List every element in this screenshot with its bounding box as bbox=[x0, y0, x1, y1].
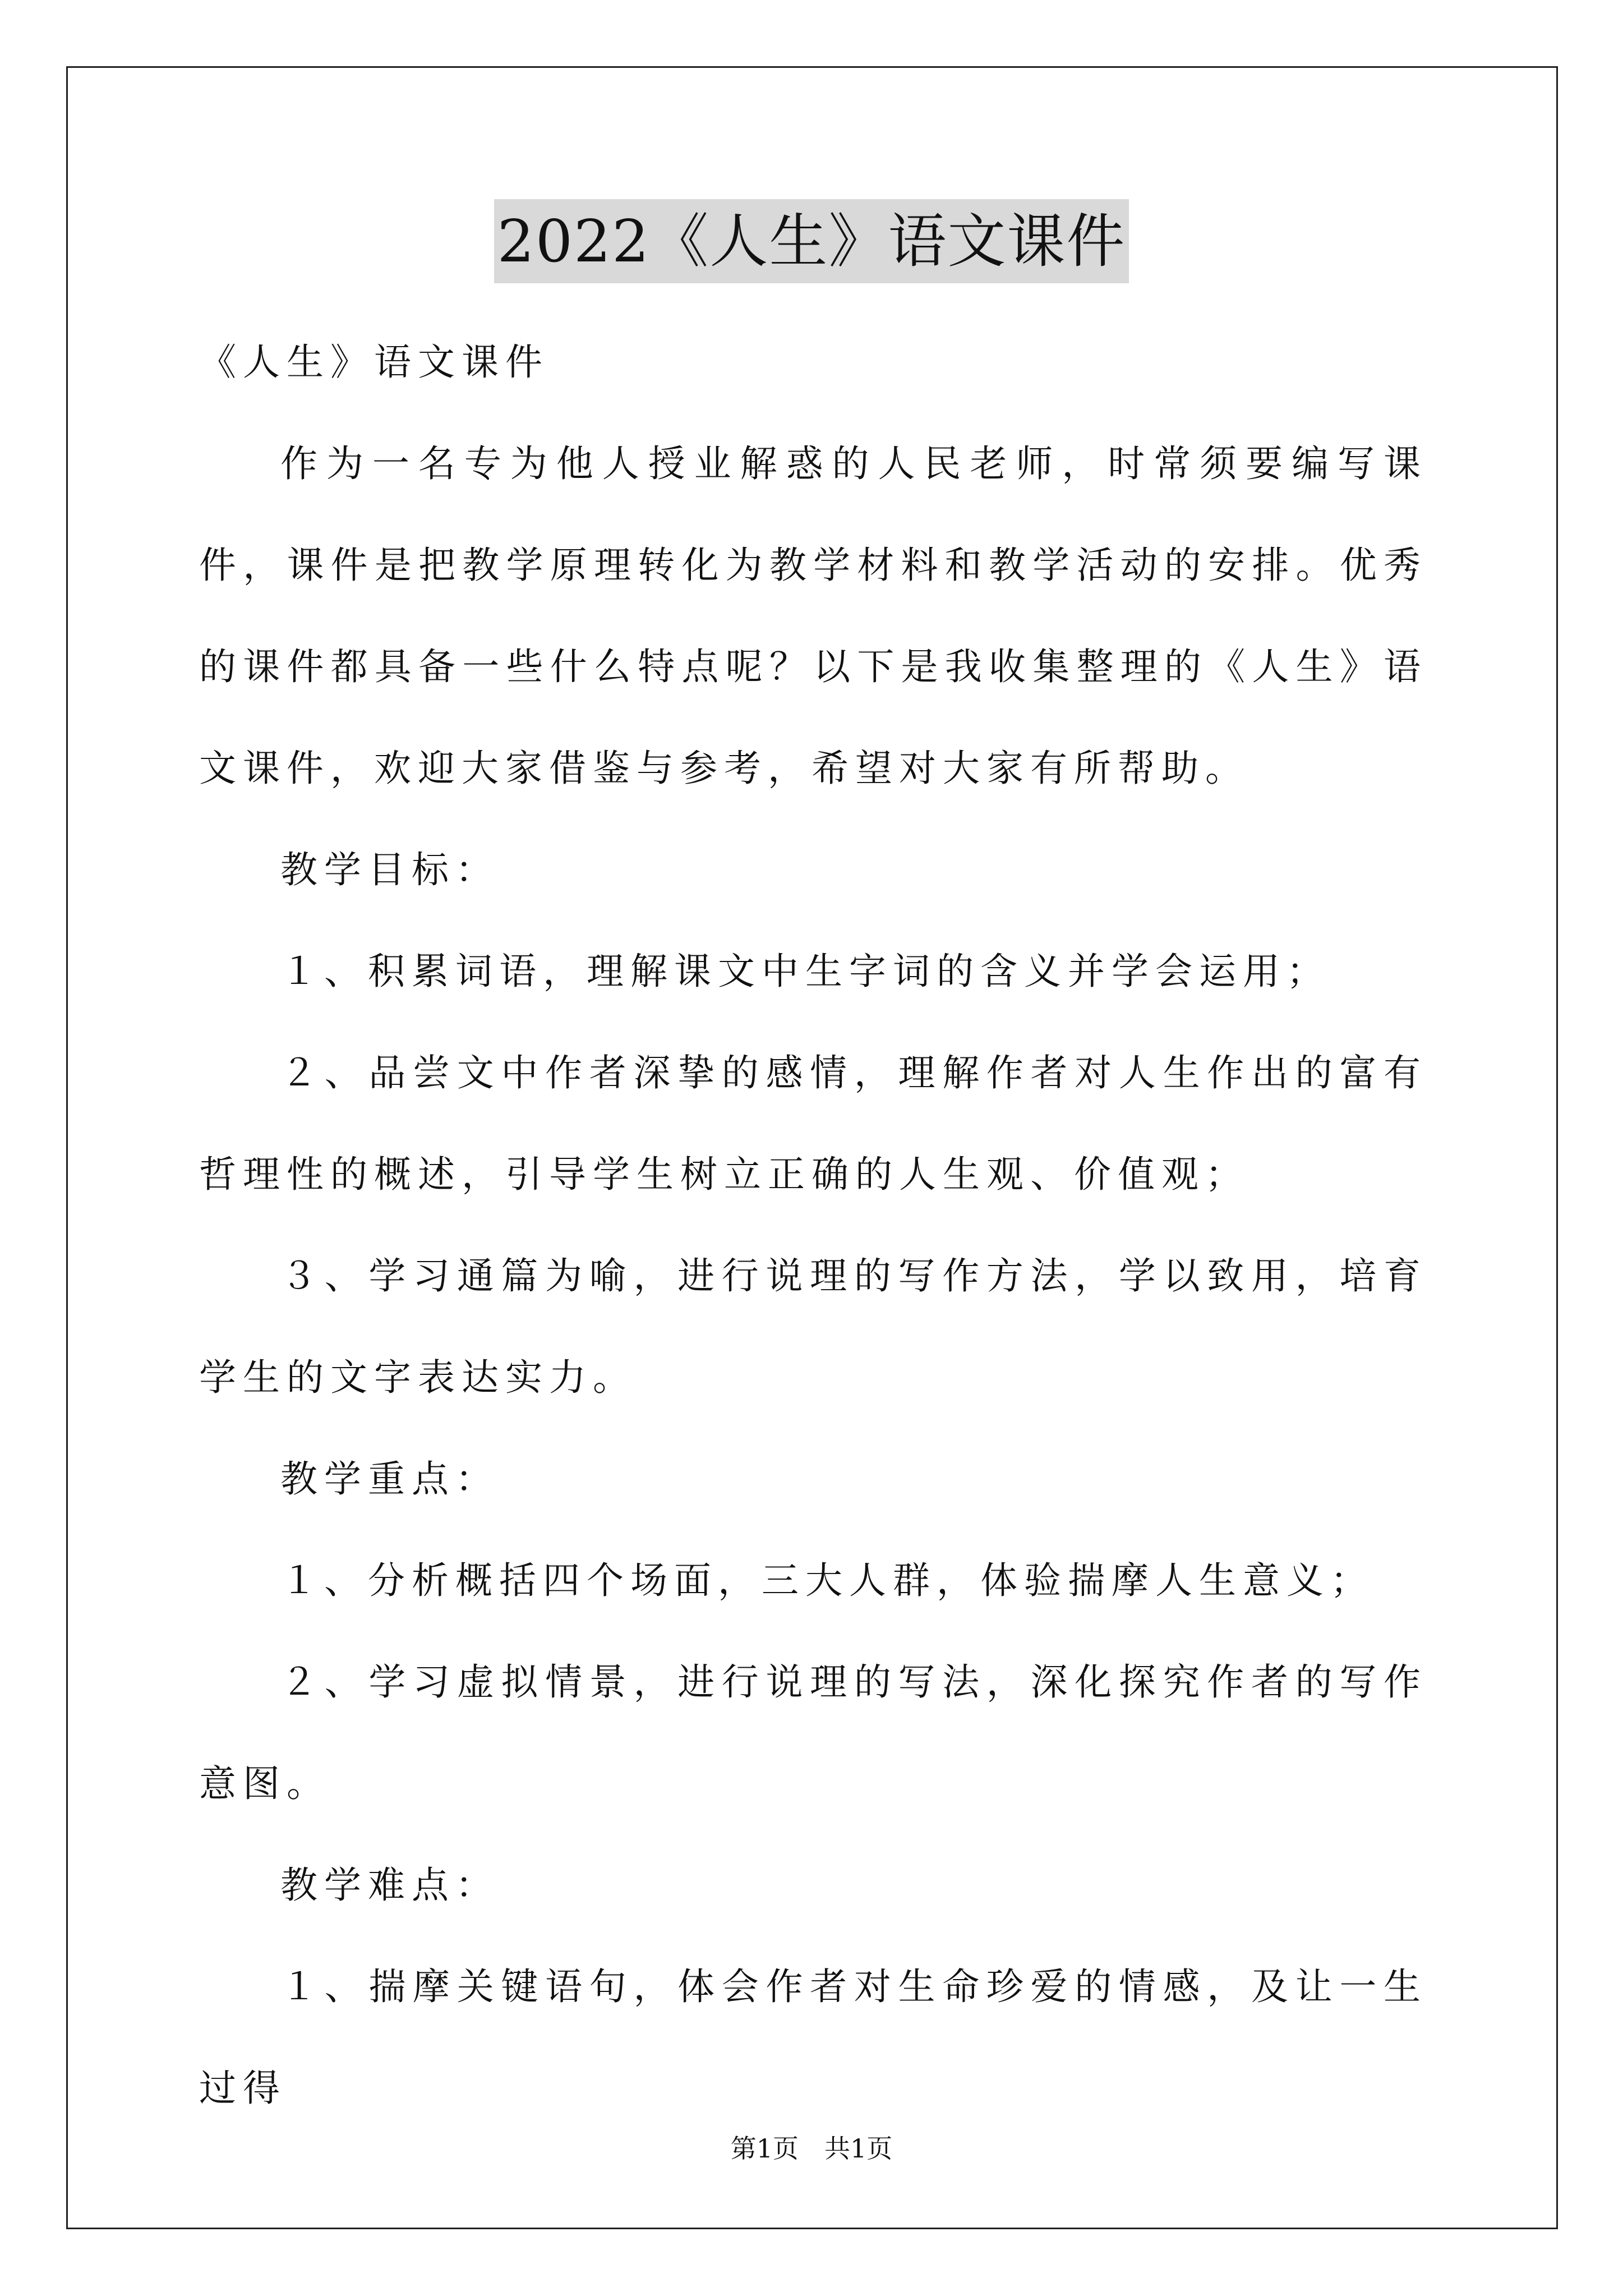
document-title: 2022《人生》语文课件 bbox=[494, 199, 1129, 283]
document-body bbox=[199, 311, 1427, 2139]
title-container bbox=[0, 199, 1623, 283]
page-footer: 第1页 共1页 bbox=[730, 2133, 893, 2164]
difficulty-item-1: １、揣摩关键语句，体会作者对生命珍爱的情感，及让一生过得 bbox=[199, 1965, 1427, 2110]
document-subtitle: 《人生》语文课件 bbox=[199, 341, 549, 384]
goal-item-1: １、积累词语，理解课文中生字词的含义并学会运用； bbox=[280, 950, 1330, 993]
goal-item-2: ２、品尝文中作者深挚的感情，理解作者对人生作出的富有哲理性的概述，引导学生树立正确的人生观、价值观； bbox=[199, 1051, 1427, 1196]
heading-teaching-difficulty: 教学难点： bbox=[280, 1864, 499, 1907]
focus-item-1: １、分析概括四个场面，三大人群，体验揣摩人生意义； bbox=[280, 1559, 1374, 1602]
focus-item-2: ２、学习虚拟情景，进行说理的写法，深化探究作者的写作意图。 bbox=[199, 1660, 1427, 1805]
paragraph-intro: 作为一名专为他人授业解惑的人民老师，时常须要编写课件，课件是把教学原理转化为教学材料和教学活动的安排。优秀的课件都具备一些什么特点呢？以下是我收集整理的《人生》语文课件，欢迎大家借鉴与参考，希望对大家有所帮助。 bbox=[199, 442, 1427, 790]
goal-item-3: ３、学习通篇为喻，进行说理的写作方法，学以致用，培育学生的文字表达实力。 bbox=[199, 1254, 1427, 1399]
heading-teaching-goals: 教学目标： bbox=[280, 848, 499, 891]
heading-teaching-focus: 教学重点： bbox=[280, 1457, 499, 1501]
